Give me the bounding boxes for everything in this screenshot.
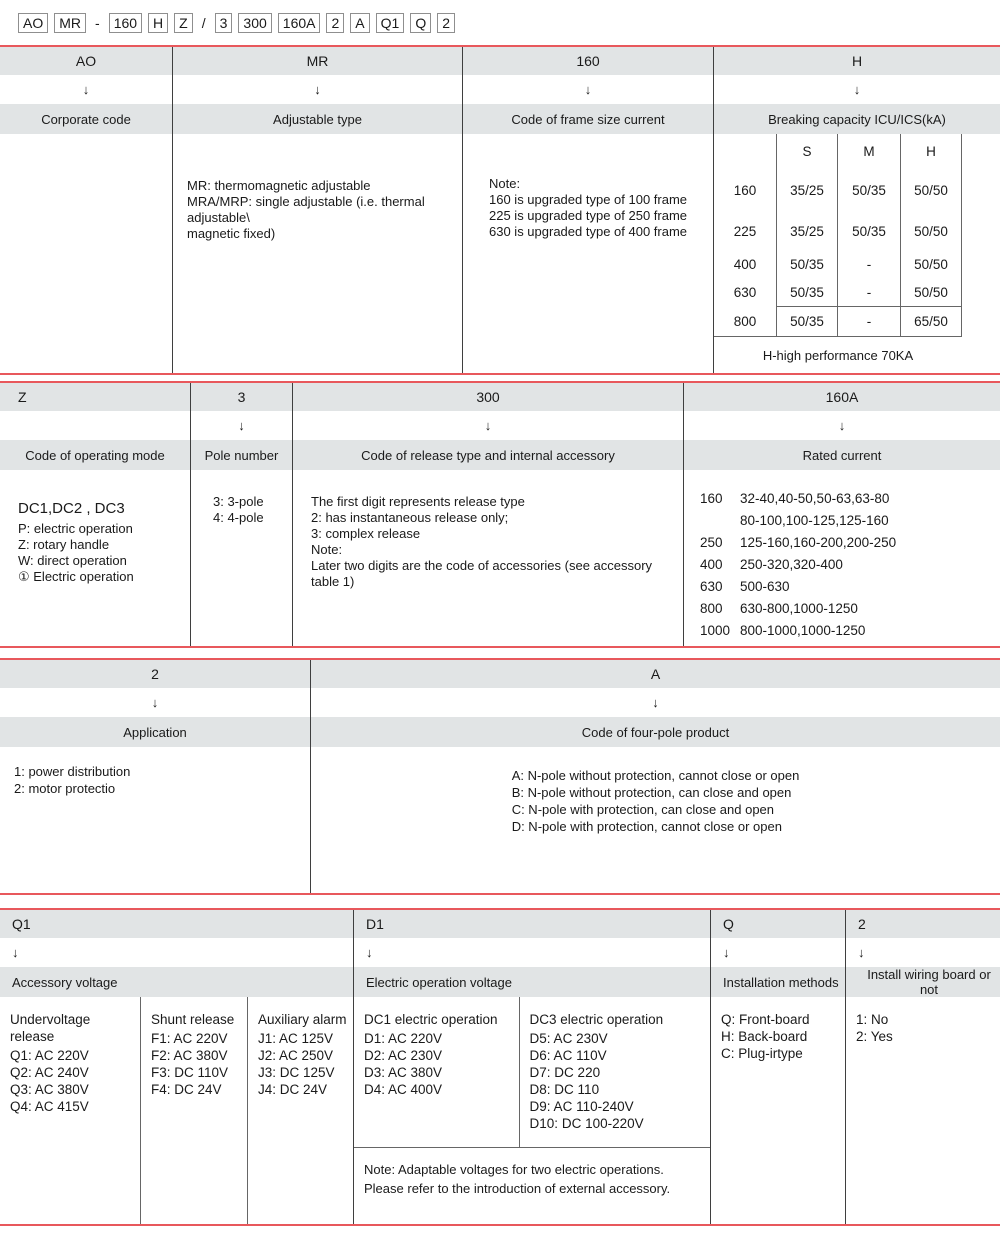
text-line: 2: motor protectio xyxy=(14,781,116,796)
list-item: J2: AC 250V xyxy=(258,1048,334,1063)
model-code-token: 160 xyxy=(109,13,142,33)
table-cell: 50/50 xyxy=(901,212,962,250)
list-item: Q3: AC 380V xyxy=(10,1082,89,1097)
list-item: Q: Front-board xyxy=(721,1012,810,1027)
text-line: Note: xyxy=(311,542,343,557)
rated-row xyxy=(700,488,1000,510)
wiring-board-body xyxy=(846,997,1000,1224)
code-cell: 2 xyxy=(0,660,310,688)
rated-row xyxy=(700,510,1000,532)
model-code-token: MR xyxy=(54,13,86,33)
column-adjustable-type xyxy=(172,47,462,373)
fourpole-list xyxy=(512,747,800,835)
rated-current-body xyxy=(684,470,1000,646)
down-arrow-icon: ↓ xyxy=(723,945,730,960)
label-cell: Application xyxy=(0,717,310,747)
table-cell: 50/35 xyxy=(777,250,838,278)
group-title: Shunt release xyxy=(151,1012,235,1027)
table-cell: 50/35 xyxy=(777,306,838,336)
label-cell: Code of four-pole product xyxy=(311,717,1000,747)
breaking-th: H xyxy=(901,134,962,168)
accessory-subcolumns xyxy=(0,997,353,1224)
table-cell: 800 xyxy=(714,306,777,336)
breaking-th: M xyxy=(838,134,901,168)
table-cell: 50/50 xyxy=(901,278,962,306)
arrow-spacer xyxy=(0,411,190,440)
down-arrow-icon: ↓ xyxy=(484,418,492,433)
list-item: D4: AC 400V xyxy=(364,1082,443,1097)
list-item: 2: Yes xyxy=(856,1029,893,1044)
model-code-token: 300 xyxy=(238,13,271,33)
rated-row xyxy=(700,620,1000,642)
down-arrow-icon: ↓ xyxy=(238,418,245,433)
rated-row xyxy=(700,554,1000,576)
text-line: 225 is upgraded type of 250 frame xyxy=(489,208,688,223)
application-body xyxy=(0,747,310,893)
text-line: B: N-pole without protection, can close and open xyxy=(511,785,792,800)
rated-frame: 1000 xyxy=(700,623,731,638)
label-cell: Installation methods xyxy=(711,967,845,997)
table-cell: 400 xyxy=(714,250,777,278)
column-release-type xyxy=(292,383,683,646)
breaking-table-header-row xyxy=(714,134,962,168)
auxiliary-alarm-group xyxy=(247,997,353,1224)
section-frame-breaking xyxy=(0,45,1000,375)
model-code-token: 160A xyxy=(278,13,321,33)
code-cell: AO xyxy=(0,47,172,75)
text-line: 3: complex release xyxy=(311,526,421,541)
column-installation-methods xyxy=(710,910,845,1224)
table-cell: 50/50 xyxy=(901,168,962,212)
down-arrow-icon: ↓ xyxy=(151,695,159,710)
down-arrow-icon: ↓ xyxy=(584,82,592,97)
rated-ranges: 125-160,160-200,200-250 xyxy=(740,535,897,550)
list-item: D3: AC 380V xyxy=(364,1065,443,1080)
shunt-release-group xyxy=(140,997,247,1224)
breaking-capacity-body xyxy=(714,134,1000,373)
table-cell: - xyxy=(838,278,901,306)
model-code-token: Q xyxy=(410,13,431,33)
down-arrow-icon: ↓ xyxy=(858,945,865,960)
rated-ranges: 80-100,100-125,125-160 xyxy=(740,513,889,528)
label-cell: Install wiring board or not xyxy=(846,967,1000,997)
table-cell: 50/35 xyxy=(838,212,901,250)
list-item: D2: AC 230V xyxy=(364,1048,443,1063)
rated-frame xyxy=(700,510,740,532)
text-line: magnetic fixed) xyxy=(187,226,276,241)
rated-ranges: 32-40,40-50,50-63,63-80 xyxy=(740,491,890,506)
table-cell: - xyxy=(838,306,901,336)
list-item: Q1: AC 220V xyxy=(10,1048,89,1063)
text-line: MR: thermomagnetic adjustable xyxy=(187,178,371,193)
table-row xyxy=(714,168,962,212)
down-arrow-icon: ↓ xyxy=(82,82,90,97)
table-row xyxy=(714,250,962,278)
model-code-token: A xyxy=(350,13,369,33)
label-cell: Breaking capacity ICU/ICS(kA) xyxy=(714,104,1000,134)
section-accessory-install xyxy=(0,908,1000,1226)
table-cell: 50/50 xyxy=(901,250,962,278)
code-cell: D1 xyxy=(354,910,710,938)
section-operating-release xyxy=(0,381,1000,648)
table-cell: 225 xyxy=(714,212,777,250)
rated-frame: 400 xyxy=(700,557,723,572)
table-cell: 50/35 xyxy=(777,278,838,306)
operating-mode-body xyxy=(0,470,190,646)
list-item: D10: DC 100-220V xyxy=(529,1116,644,1131)
text-line: The first digit represents release type xyxy=(311,494,525,509)
down-arrow-icon: ↓ xyxy=(366,945,373,960)
label-cell: Code of release type and internal accessory xyxy=(293,440,683,470)
down-arrow-icon: ↓ xyxy=(652,695,659,710)
text-line: W: direct operation xyxy=(18,553,127,568)
rated-frame: 800 xyxy=(700,601,723,616)
code-cell: 3 xyxy=(191,383,292,411)
model-code-token: AO xyxy=(18,13,48,33)
table-cell: 35/25 xyxy=(777,212,838,250)
rated-row xyxy=(700,532,1000,554)
list-item: F3: DC 110V xyxy=(151,1065,229,1080)
corporate-code-body xyxy=(0,134,172,373)
rated-ranges: 800-1000,1000-1250 xyxy=(740,623,866,638)
list-item: D6: AC 110V xyxy=(529,1048,607,1063)
electric-operation-body xyxy=(354,997,710,1224)
installation-methods-body xyxy=(711,997,845,1224)
text-line: Note: xyxy=(489,176,521,191)
down-arrow-icon: ↓ xyxy=(12,945,19,960)
list-item: C: Plug-irtype xyxy=(721,1046,803,1061)
dc1-operation-group xyxy=(354,997,519,1147)
column-breaking-capacity xyxy=(713,47,1000,373)
model-code-token: 2 xyxy=(326,13,344,33)
text-line: DC1,DC2 , DC3 xyxy=(18,500,125,517)
table-cell: 35/25 xyxy=(777,168,838,212)
list-item: F2: AC 380V xyxy=(151,1048,228,1063)
text-line: 2: has instantaneous release only; xyxy=(311,510,509,525)
text-line: 630 is upgraded type of 400 frame xyxy=(489,224,688,239)
electric-subcolumns xyxy=(354,997,710,1147)
text-line: 1: power distribution xyxy=(14,764,131,779)
column-accessory-voltage xyxy=(0,910,353,1224)
down-arrow-icon: ↓ xyxy=(838,418,846,433)
code-cell: 300 xyxy=(293,383,683,411)
text-line: Later two digits are the code of accessories (see accessory table 1) xyxy=(311,558,653,589)
code-cell: 2 xyxy=(846,910,1000,938)
down-arrow-icon: ↓ xyxy=(853,82,861,97)
accessory-voltage-body xyxy=(0,997,353,1224)
label-cell: Electric operation voltage xyxy=(354,967,710,997)
text-line: A: N-pole without protection, cannot close or open xyxy=(511,768,800,783)
column-frame-size xyxy=(462,47,713,373)
list-item: D1: AC 220V xyxy=(364,1031,443,1046)
label-cell: Accessory voltage xyxy=(0,967,353,997)
column-fourpole-product xyxy=(310,660,1000,893)
model-code-token: H xyxy=(148,13,168,33)
table-cell: 630 xyxy=(714,278,777,306)
label-cell: Adjustable type xyxy=(173,104,462,134)
table-cell: 50/35 xyxy=(838,168,901,212)
group-title: DC3 electric operation xyxy=(529,1012,664,1027)
text-line: D: N-pole with protection, cannot close or open xyxy=(511,819,782,834)
list-item: F1: AC 220V xyxy=(151,1031,228,1046)
table-cell: - xyxy=(838,250,901,278)
rated-ranges: 500-630 xyxy=(740,579,790,594)
model-code-line xyxy=(0,0,1000,36)
breaking-table-footer: H-high performance 70KA xyxy=(714,336,962,373)
rated-row xyxy=(700,576,1000,598)
code-cell: H xyxy=(714,47,1000,75)
label-cell: Rated current xyxy=(684,440,1000,470)
table-cell: 160 xyxy=(714,168,777,212)
label-cell: Code of operating mode xyxy=(0,440,190,470)
model-code-token: Q1 xyxy=(376,13,405,33)
code-cell: Z xyxy=(0,383,190,411)
group-title: DC1 electric operation xyxy=(364,1012,498,1027)
model-code-token: Z xyxy=(174,13,193,33)
table-cell: 65/50 xyxy=(901,306,962,336)
code-cell: MR xyxy=(173,47,462,75)
text-line: 160 is upgraded type of 100 frame xyxy=(489,192,688,207)
list-item: Q4: AC 415V xyxy=(10,1099,89,1114)
text-line: 3: 3-pole xyxy=(213,494,264,509)
rated-frame: 160 xyxy=(700,491,723,506)
code-cell: Q1 xyxy=(0,910,353,938)
model-code-separator: / xyxy=(201,15,206,31)
label-cell: Code of frame size current xyxy=(463,104,713,134)
column-application xyxy=(0,660,310,893)
breaking-th-frame xyxy=(714,134,777,168)
list-item: Q2: AC 240V xyxy=(10,1065,89,1080)
label-cell: Corporate code xyxy=(0,104,172,134)
text-line: MRA/MRP: single adjustable (i.e. thermal adjustable\ xyxy=(187,194,425,225)
table-row xyxy=(714,278,962,306)
list-item: J1: AC 125V xyxy=(258,1031,334,1046)
column-operating-mode xyxy=(0,383,190,646)
frame-size-body xyxy=(463,134,713,373)
column-corporate-code xyxy=(0,47,172,373)
list-item: D7: DC 220 xyxy=(529,1065,601,1080)
code-cell: Q xyxy=(711,910,845,938)
breaking-capacity-table xyxy=(714,134,1000,373)
model-code-separator: - xyxy=(95,15,100,31)
down-arrow-icon: ↓ xyxy=(314,82,321,97)
list-item: F4: DC 24V xyxy=(151,1082,222,1097)
code-cell: 160 xyxy=(463,47,713,75)
column-wiring-board xyxy=(845,910,1000,1224)
rated-row xyxy=(700,598,1000,620)
list-item: J4: DC 24V xyxy=(258,1082,328,1097)
group-title: Undervoltage release xyxy=(10,1012,91,1044)
model-code-token: 3 xyxy=(215,13,233,33)
text-line: 4: 4-pole xyxy=(213,510,264,525)
group-title: Auxiliary alarm xyxy=(258,1012,347,1027)
code-cell: A xyxy=(311,660,1000,688)
list-item: D5: AC 230V xyxy=(529,1031,608,1046)
text-line: ① Electric operation xyxy=(18,569,134,584)
list-item: J3: DC 125V xyxy=(258,1065,335,1080)
list-item: 1: No xyxy=(856,1012,889,1027)
pole-number-body xyxy=(191,470,292,646)
column-pole-number xyxy=(190,383,292,646)
table-row xyxy=(714,306,962,336)
label-cell: Pole number xyxy=(191,440,292,470)
list-item: H: Back-board xyxy=(721,1029,808,1044)
breaking-th: S xyxy=(777,134,838,168)
column-rated-current xyxy=(683,383,1000,646)
text-line: C: N-pole with protection, can close and open xyxy=(511,802,775,817)
model-code-token: 2 xyxy=(437,13,455,33)
column-electric-operation xyxy=(353,910,710,1224)
text-line: Z: rotary handle xyxy=(18,537,110,552)
table-row xyxy=(714,212,962,250)
code-cell: 160A xyxy=(684,383,1000,411)
text-line: P: electric operation xyxy=(18,521,133,536)
rated-frame: 250 xyxy=(700,535,723,550)
fourpole-body xyxy=(311,747,1000,893)
list-item: D9: AC 110-240V xyxy=(529,1099,634,1114)
section-application-fourpole xyxy=(0,658,1000,895)
release-type-body xyxy=(293,470,683,646)
dc3-operation-group xyxy=(519,997,710,1147)
rated-ranges: 630-800,1000-1250 xyxy=(740,601,858,616)
undervoltage-release-group xyxy=(0,997,140,1224)
rated-frame: 630 xyxy=(700,579,723,594)
adjustable-type-body xyxy=(173,134,462,373)
rated-ranges: 250-320,320-400 xyxy=(740,557,843,572)
electric-operation-note: Note: Adaptable voltages for two electric operations. Please refer to the introduction of external accessory. xyxy=(354,1147,710,1224)
list-item: D8: DC 110 xyxy=(529,1082,600,1097)
